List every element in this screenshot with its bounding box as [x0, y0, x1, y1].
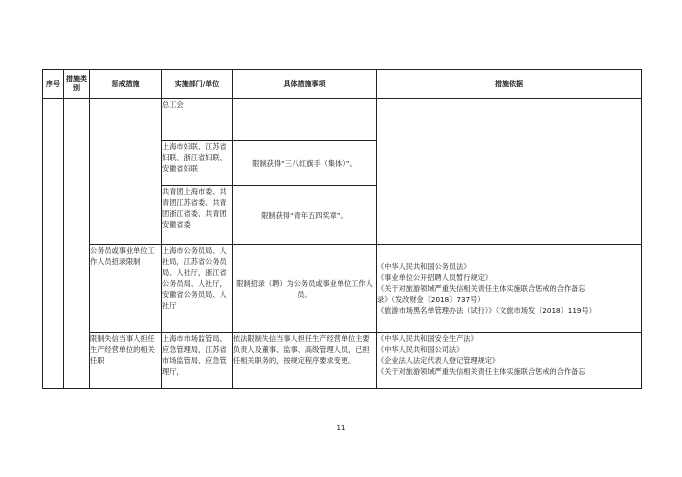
header-item: 具体措施事项	[233, 70, 377, 99]
department-cell: 共青团上海市委、共青团江苏省委、共青团浙江省委、共青团安徽省委	[162, 186, 233, 245]
basis-cell	[377, 99, 642, 245]
basis-line: 《企业法人法定代表人登记管理规定》	[377, 356, 500, 365]
basis-cell	[377, 333, 642, 389]
item-cell: 限制获得“青年五四奖章”。	[233, 186, 377, 245]
measure-cell: 限制失信当事人担任生产经营单位的相关任职	[90, 333, 162, 389]
basis-line: 《关于对旅游领域严重失信相关责任主体实施联合惩戒的合作备忘	[377, 284, 586, 293]
header-basis: 措施依据	[377, 70, 642, 99]
category-cell	[64, 99, 90, 389]
basis-line: 《中华人民共和国公司法》	[377, 345, 464, 354]
header-index: 序号	[43, 70, 64, 99]
header-category: 措施类别	[64, 70, 90, 99]
department-cell: 上海市妇联、江苏省妇联、浙江省妇联、安徽省妇联	[162, 141, 233, 186]
page-number: 11	[336, 424, 346, 432]
basis-line: 《中华人民共和国安全生产法》	[377, 334, 478, 343]
index-cell	[43, 99, 64, 389]
basis-line: 《关于对旅游领域严重失信相关责任主体实施联合惩戒的合作备忘	[377, 367, 586, 376]
department-cell: 上海市市场监管局、应急管理局，江苏省市场监管局、应急管理厅，	[162, 333, 233, 389]
department-cell: 总工会	[162, 99, 233, 141]
basis-line: 《旅游市场黑名单管理办法（试行）》（文旅市场发〔2018〕119号）	[377, 306, 596, 315]
measures-table	[42, 69, 642, 389]
measure-cell	[90, 99, 162, 245]
basis-cell	[377, 245, 642, 333]
table-header-row	[43, 70, 642, 99]
item-cell	[233, 99, 377, 141]
table-row	[43, 245, 642, 333]
basis-line: 《事业单位公开招聘人员暂行规定》	[377, 273, 493, 282]
item-cell: 依法限制失信当事人担任生产经营单位主要负责人及董事、监事、高级管理人员，已担任相关职务的，按规定程序要求变更。	[233, 333, 377, 389]
table-row	[43, 99, 642, 141]
item-cell: 限制获得“三八红旗手（集体）”。	[233, 141, 377, 186]
measure-cell: 公务员或事业单位工作人员招录限制	[90, 245, 162, 333]
item-cell: 限制招录（聘）为公务员或事业单位工作人员。	[233, 245, 377, 333]
basis-line: 录》（发改财金〔2018〕737号）	[377, 295, 485, 304]
table-row	[43, 333, 642, 389]
header-measure: 惩戒措施	[90, 70, 162, 99]
department-cell: 上海市公务员局、人社局，江苏省公务员局、人社厅，浙江省公务员局、人社厅，安徽省公务员局、人社厅	[162, 245, 233, 333]
basis-line: 《中华人民共和国公务员法》	[377, 262, 471, 271]
header-department: 实施部门/单位	[162, 70, 233, 99]
